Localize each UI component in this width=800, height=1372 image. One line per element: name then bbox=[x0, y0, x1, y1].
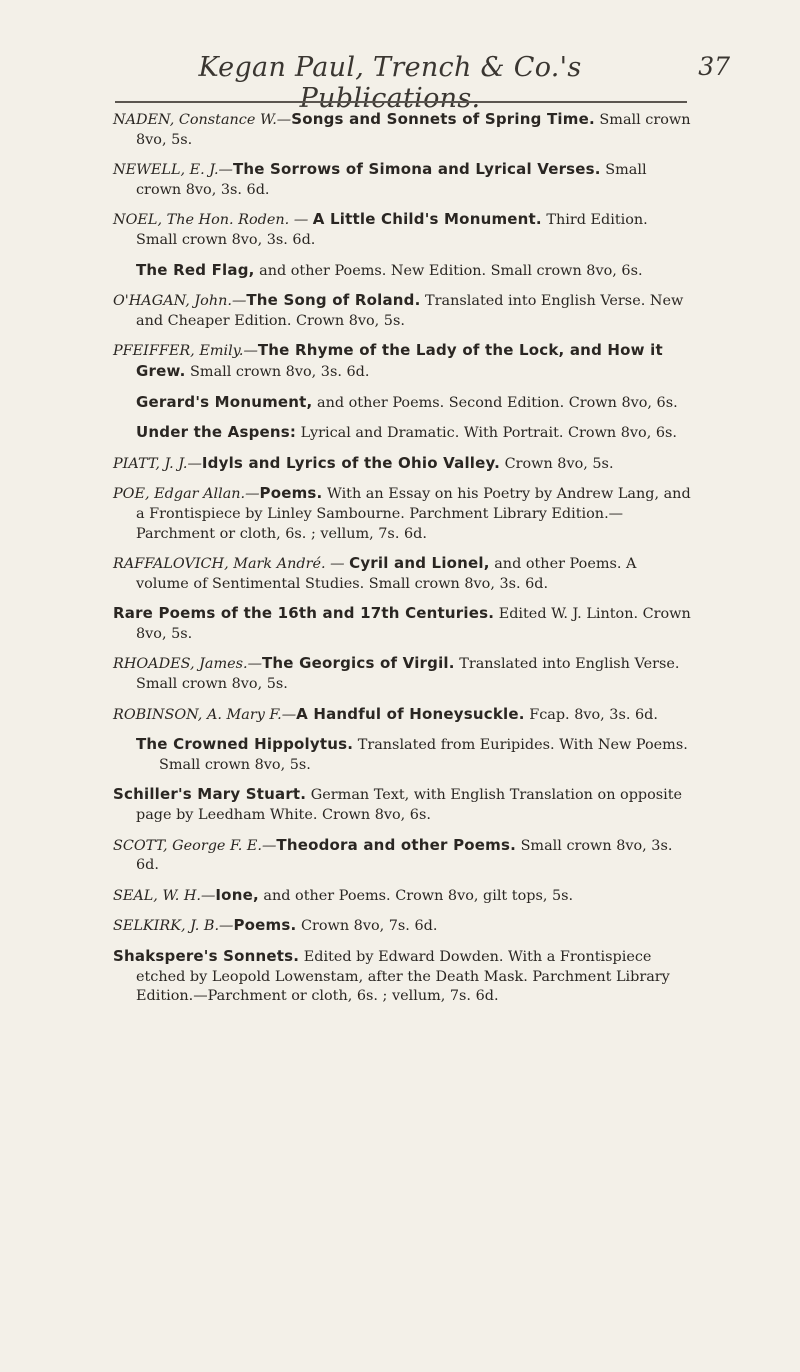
entry-author: SELKIRK, J. B.— bbox=[113, 918, 234, 935]
entry-details: Fcap. 8vo, 3s. 6d. bbox=[524, 706, 658, 723]
entry-title: A Little Child's Monument. bbox=[312, 210, 542, 229]
catalogue-entry bbox=[136, 423, 693, 444]
entry-details: Small crown 8vo, 3s. 6d. bbox=[136, 837, 673, 874]
catalogue-entry bbox=[136, 735, 693, 775]
catalogue-entry bbox=[113, 341, 693, 382]
catalogue-entry bbox=[113, 654, 693, 694]
entry-author: NEWELL, E. J.— bbox=[113, 162, 233, 179]
catalogue-entry bbox=[113, 160, 693, 200]
entry-title: Songs and Sonnets of Spring Time. bbox=[291, 110, 595, 128]
catalogue-entry bbox=[113, 916, 693, 937]
entry-title: A Handful of Honeysuckle. bbox=[296, 704, 525, 723]
entry-title: Idyls and Lyrics of the Ohio Valley. bbox=[201, 453, 501, 472]
entry-title: Gerard's Monument, bbox=[136, 392, 313, 411]
catalogue-entry bbox=[113, 705, 693, 726]
catalogue-entry bbox=[113, 291, 693, 331]
entry-author: NOEL, The Hon. Roden. — bbox=[113, 212, 313, 229]
entry-title: Rare Poems of the 16th and 17th Centuries. bbox=[113, 604, 495, 623]
entry-details: and other Poems. Crown 8vo, gilt tops, 5s. bbox=[258, 887, 574, 904]
page-number: 37 bbox=[698, 52, 730, 81]
entry-author: PFEIFFER, Emily.— bbox=[113, 343, 258, 360]
entry-title: Under the Aspens: bbox=[136, 423, 297, 442]
entry-details: German Text, with English Translation on opposite page by Leedham White. Crown 8vo, 6s. bbox=[136, 787, 683, 824]
entry-title: Theodora and other Poems. bbox=[276, 835, 516, 854]
running-head bbox=[0, 52, 800, 114]
entry-title: Poems. bbox=[259, 484, 323, 503]
catalogue-entries bbox=[113, 110, 693, 1017]
entry-title: Poems. bbox=[233, 916, 297, 935]
entry-details: Small crown 8vo, 5s. bbox=[136, 112, 691, 148]
entry-author: SEAL, W. H.— bbox=[113, 887, 216, 904]
catalogue-entry bbox=[136, 261, 693, 282]
entry-title: The Song of Roland. bbox=[246, 291, 421, 310]
catalogue-entry bbox=[113, 886, 693, 907]
entry-author: SCOTT, George F. E.— bbox=[113, 837, 277, 854]
catalogue-entry bbox=[136, 393, 693, 414]
catalogue-entry bbox=[113, 604, 693, 644]
entry-details: Translated into English Verse. Small crown 8vo, 5s. bbox=[136, 656, 680, 693]
entry-details: Lyrical and Dramatic. With Portrait. Crown 8vo, 6s. bbox=[296, 425, 677, 442]
entry-details: Edited W. J. Linton. Crown 8vo, 5s. bbox=[136, 606, 691, 642]
entry-author: O'HAGAN, John.— bbox=[113, 293, 247, 310]
running-title: Kegan Paul, Trench & Co.'s Publications. bbox=[198, 52, 582, 114]
entry-title: Shakspere's Sonnets. bbox=[113, 947, 300, 965]
catalogue-entry bbox=[113, 785, 693, 825]
catalogue-entry bbox=[113, 454, 693, 475]
entry-title: Ione, bbox=[215, 885, 259, 904]
catalogue-entry bbox=[113, 836, 693, 876]
catalogue-entry bbox=[113, 210, 693, 250]
entry-details: Small crown 8vo, 3s. 6d. bbox=[185, 363, 370, 380]
entry-details: and other Poems. A volume of Sentimental Studies. Small crown 8vo, 3s. 6d. bbox=[136, 556, 637, 592]
catalogue-entry bbox=[113, 484, 693, 544]
entry-details: Third Edition. Small crown 8vo, 3s. 6d. bbox=[136, 212, 648, 248]
entry-author: PIATT, J. J.— bbox=[113, 455, 202, 472]
entry-author: ROBINSON, A. Mary F.— bbox=[113, 706, 297, 723]
catalogue-entry bbox=[113, 554, 693, 594]
entry-details: and other Poems. New Edition. Small crown 8vo, 6s. bbox=[254, 262, 643, 279]
entry-title: Schiller's Mary Stuart. bbox=[113, 785, 307, 804]
entry-details: Small crown 8vo, 3s. 6d. bbox=[136, 162, 647, 198]
entry-details: Crown 8vo, 7s. 6d. bbox=[296, 918, 438, 935]
entry-title: Cyril and Lionel, bbox=[349, 554, 490, 573]
entry-title: The Crowned Hippolytus. bbox=[136, 735, 354, 754]
catalogue-entry bbox=[113, 110, 693, 150]
entry-details: Edited by Edward Dowden. With a Frontispiece etched by Leopold Lowenstam, after the Death Mask. Parchment Library Edition.—Parchment or cloth, 6s. ; vellum, 7s. 6d. bbox=[136, 949, 670, 1005]
entry-title: The Rhyme of the Lady of the Lock, and How it Grew. bbox=[136, 341, 663, 380]
entry-details: Translated from Euripides. With New Poems. Small crown 8vo, 5s. bbox=[159, 737, 688, 773]
entry-author: POE, Edgar Allan.— bbox=[113, 486, 260, 503]
entry-author: RHOADES, James.— bbox=[113, 656, 262, 673]
entry-author: RAFFALOVICH, Mark André. — bbox=[113, 556, 350, 573]
header-rule bbox=[115, 101, 687, 103]
entry-title: The Georgics of Virgil. bbox=[261, 654, 455, 673]
entry-details: Translated into English Verse. New and Cheaper Edition. Crown 8vo, 5s. bbox=[136, 293, 684, 329]
entry-details: Crown 8vo, 5s. bbox=[500, 455, 614, 472]
entry-details: and other Poems. Second Edition. Crown 8vo, 6s. bbox=[312, 394, 678, 411]
entry-title: The Sorrows of Simona and Lyrical Verses. bbox=[232, 160, 601, 179]
entry-author: NADEN, Constance W.— bbox=[113, 112, 292, 128]
entry-details: With an Essay on his Poetry by Andrew Lang, and a Frontispiece by Linley Sambourne. Parchment Library Edition.—Parchment or cloth, 6s. ; vellum, 7s. 6d. bbox=[136, 486, 691, 542]
entry-title: The Red Flag, bbox=[136, 260, 255, 279]
catalogue-entry bbox=[113, 947, 693, 1007]
